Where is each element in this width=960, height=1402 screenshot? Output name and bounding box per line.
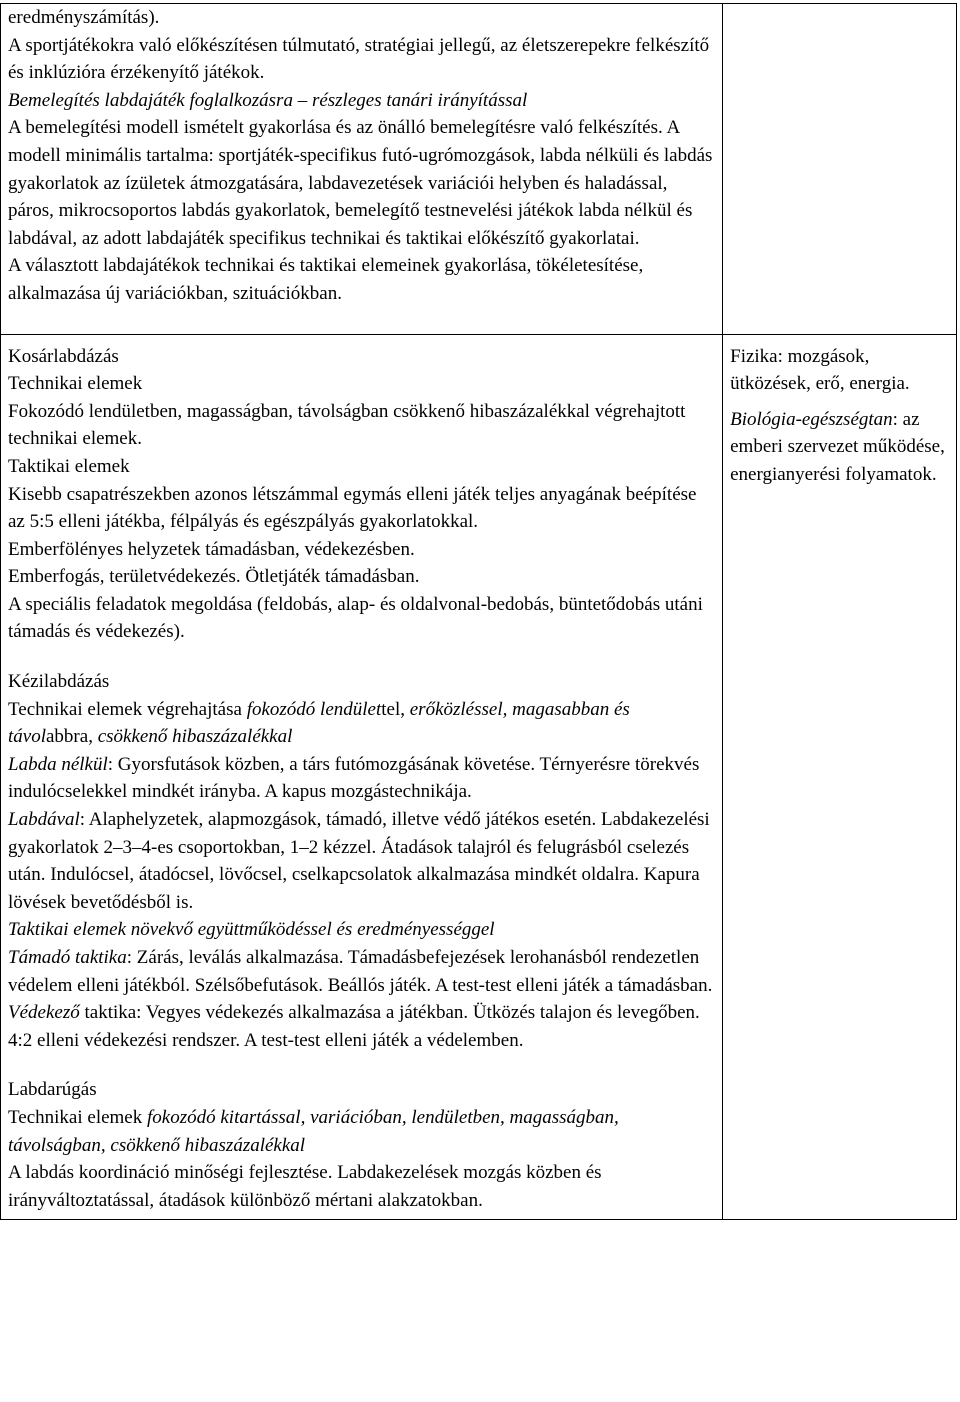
handball-tech-italic-1: fokozódó lendület <box>246 698 382 720</box>
basketball-line-3: A speciális feladatok megoldása (feldobás, alap- és oldalvonal-bedobás, büntetődobás utáni támadás és védekezés). <box>8 593 703 643</box>
handball-defense <box>8 999 716 1054</box>
basketball-technical-text: Fokozódó lendületben, magasságban, távolságban csökkenő hibaszázalékkal végrehajtott technikai elemek. <box>8 400 686 450</box>
cell-bottom-spacer <box>8 1214 716 1219</box>
table-row-sports <box>1 334 957 1220</box>
handball-defense-label: Védekező <box>8 1002 80 1024</box>
practice-text: A választott labdajátékok technikai és taktikai elemeinek gyakorlása, tökéletesítése, alkalmazása új variációkban, szituációkban. <box>8 255 644 304</box>
section-spacer <box>8 646 716 668</box>
football-technical-text <box>8 1104 716 1159</box>
warmup-text: A bemelegítési modell ismételt gyakorlása és az önálló bemelegítésre való felkészítés. A modell minimális tartalma: sportjáték-specifikus futó-ugrómozgások, labda nélküli és labdás gyakorlatok az ízületek átmozgatására, labdavezetések variációi helyben és haladással, páros, mikrocsoportos labdás gyakorlatok, bemelegítő testnevelési játékok labda nélkül és labdával, az adott labdajáték specifikus technikai és taktikai előkészítő gyakorlatai. <box>8 117 713 249</box>
handball-attack-text: : Zárás, leválás alkalmazása. Támadásbefejezések lerohanásból rendezetlen védelem elleni játékból. Szélsőbefutások. Beállós játék. A test-test elleni játék a támadásban. <box>8 947 713 996</box>
handball-tech-italic-3: csökkenő hibaszázalékkal <box>97 726 293 748</box>
basketball-tactical-heading: Taktikai elemek <box>8 455 130 477</box>
biology-label: Biológia-egészségtan <box>730 408 893 430</box>
content-cell-sports <box>1 334 723 1220</box>
basketball-tactical-text: Kisebb csapatrészekben azonos létszámmal egymás elleni játék teljes anyagának beépítése az 5:5 elleni játékba, félpályás és egészpályás gyakorlatokkal. <box>8 483 697 533</box>
handball-without-ball <box>8 751 716 806</box>
warmup-heading: Bemelegítés labdajáték foglalkozásra – részleges tanári irányítással <box>8 89 528 111</box>
football-tech-italic: fokozódó kitartással, variációban, lendületben, magasságban, távolságban, csökkenő hibaszázalékkal <box>8 1106 619 1156</box>
handball-with-ball <box>8 806 716 916</box>
handball-tech-regular-1: tel, <box>381 698 410 720</box>
handball-with-ball-text: : Alaphelyzetek, alapmozgások, támadó, illetve védő játékos esetén. Labdakezelési gyakorlatok 2–3–4-es csoportokban, 1–2 kézzel. Átadások talajról és felugrásból cselezés után. Indulócsel, átadócsel, lövőcsel, cselkapcsolatok alkalmazása mindkét oldalra. Kapura lövések bevetődésből is. <box>8 809 710 913</box>
handball-with-ball-label: Labdával <box>8 809 80 831</box>
basketball-line-2: Emberfogás, területvédekezés. Ötletjáték támadásban. <box>8 566 420 588</box>
handball-attack <box>8 944 716 999</box>
handball-tech-regular-2: abbra, <box>46 726 98 748</box>
physics-connection: Fizika: mozgások, ütközések, erő, energia. <box>730 345 910 395</box>
basketball-technical-heading: Technikai elemek <box>8 373 143 395</box>
intro-line-1: eredményszámítás). <box>8 7 160 28</box>
football-title: Labdarúgás <box>8 1079 97 1101</box>
intro-line-2: A sportjátékokra való előkészítésen túlmutató, stratégiai jellegű, az életszerepekre felkészítő és inklúzióra érzékenyítő játékok. <box>8 34 710 84</box>
connections-cell <box>723 334 957 1220</box>
handball-tech-prefix: Technikai elemek végrehajtása <box>8 698 247 720</box>
football-text: A labdás koordináció minőségi fejlesztése. Labdakezelések mozgás közben és irányváltoztatással, átadások különböző mértani alakzatokban. <box>8 1162 602 1211</box>
handball-tech-italic-2: erőközléssel, magasabban és távol <box>8 698 630 748</box>
handball-tactical-heading: Taktikai elemek növekvő együttműködéssel és eredményességgel <box>8 919 495 941</box>
handball-without-ball-text: : Gyorsfutások közben, a társ futómozgásának követése. Térnyerésre törekvés indulócselekkel mindkét irányba. A kapus mozgástechnikája. <box>8 753 700 803</box>
section-spacer <box>8 1054 716 1076</box>
table-row-intro <box>1 4 957 335</box>
connections-cell-empty <box>723 4 957 335</box>
biology-text: : az emberi szervezet működése, energianyerési folyamatok. <box>730 408 945 485</box>
content-cell-intro <box>1 4 723 335</box>
curriculum-table <box>0 3 957 1220</box>
biology-connection <box>730 406 950 489</box>
handball-defense-text: taktika: Vegyes védekezés alkalmazása a játékban. Ütközés talajon és levegőben. 4:2 elleni védekezési rendszer. A test-test elleni játék a védelemben. <box>8 1002 700 1051</box>
basketball-title: Kosárlabdázás <box>8 345 119 367</box>
handball-technical-text <box>8 696 716 751</box>
handball-without-ball-label: Labda nélkül <box>8 753 108 775</box>
handball-title: Kézilabdázás <box>8 671 110 693</box>
football-tech-prefix: Technikai elemek <box>8 1106 147 1128</box>
basketball-line-1: Emberfölényes helyzetek támadásban, védekezésben. <box>8 538 415 560</box>
handball-attack-label: Támadó taktika <box>8 947 127 968</box>
